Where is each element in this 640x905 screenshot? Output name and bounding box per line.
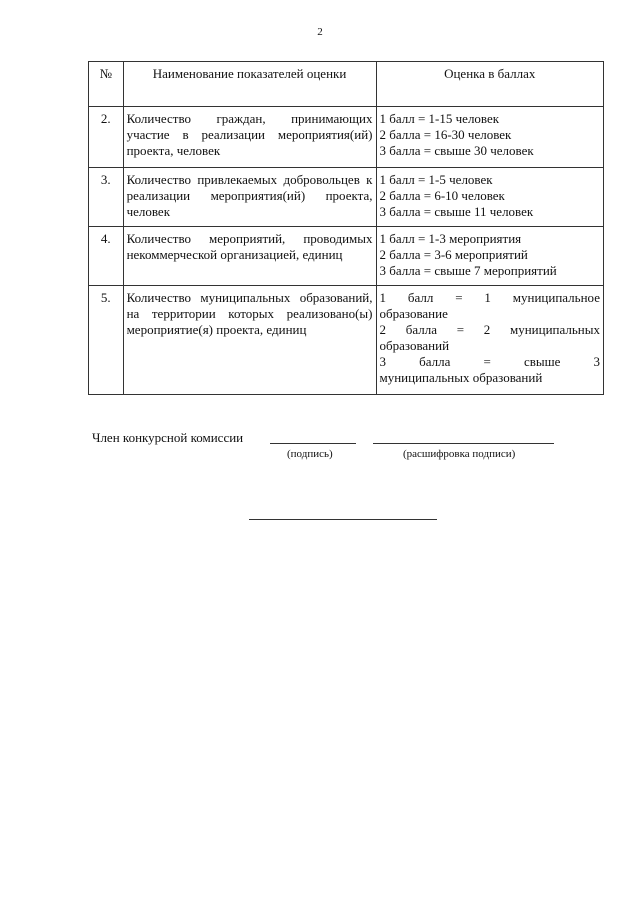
- row-number: 2.: [89, 107, 124, 168]
- score-line: образований: [379, 338, 450, 353]
- indicator-name: Количество мероприятий, проводимых некоммерческой организацией, единиц: [123, 227, 376, 286]
- header-indicator-name: Наименование показателей оценки: [123, 62, 376, 107]
- score-line: 2 балла = 2 муниципальных: [379, 322, 600, 337]
- row-number: 3.: [89, 168, 124, 227]
- score-line: 2 балла = 3-6 мероприятий: [379, 247, 528, 262]
- signature-block: [92, 430, 243, 446]
- score-line: 1 балл = 1-5 человек: [379, 172, 493, 187]
- score-line: образование: [379, 306, 448, 321]
- score-line: 1 балл = 1-3 мероприятия: [379, 231, 522, 246]
- signature-transcript-blank-line: [373, 443, 554, 444]
- evaluation-criteria-table: [88, 61, 604, 395]
- score-line: муниципальных образований: [379, 370, 543, 385]
- score-cell: [376, 286, 604, 395]
- row-number: 4.: [89, 227, 124, 286]
- indicator-name: Количество привлекаемых добровольцев к реализации мероприятия(ий) проекта, человек: [123, 168, 376, 227]
- score-line: 3 балла = свыше 30 человек: [379, 143, 534, 158]
- table-row: [89, 107, 604, 168]
- score-cell: [376, 107, 604, 168]
- score-line: 3 балла = свыше 7 мероприятий: [379, 263, 557, 278]
- signature-caption: (подпись): [287, 448, 333, 460]
- score-line: 1 балл = 1 муниципальное: [379, 290, 600, 305]
- score-cell: [376, 227, 604, 286]
- bottom-separator-line: [249, 519, 437, 520]
- header-number: №: [89, 62, 124, 107]
- score-line: 1 балл = 1-15 человек: [379, 111, 500, 126]
- signature-transcript-caption: (расшифровка подписи): [403, 448, 516, 460]
- score-line: 2 балла = 16-30 человек: [379, 127, 512, 142]
- indicator-name: Количество граждан, принимающих участие в реализации мероприятия(ий) проекта, человек: [123, 107, 376, 168]
- table-row: [89, 168, 604, 227]
- score-line: 2 балла = 6-10 человек: [379, 188, 505, 203]
- commission-member-label: Член конкурсной комиссии: [92, 430, 244, 445]
- indicator-name: Количество муниципальных образований, на территории которых реализовано(ы) мероприятие(я) проекта, единиц: [123, 286, 376, 395]
- header-score: Оценка в баллах: [376, 62, 604, 107]
- table-header-row: [89, 62, 604, 107]
- score-line: 3 балла = свыше 3: [379, 354, 600, 369]
- table-row: [89, 286, 604, 395]
- score-line: 3 балла = свыше 11 человек: [379, 204, 534, 219]
- page-number: 2: [317, 26, 323, 38]
- row-number: 5.: [89, 286, 124, 395]
- signature-blank-line: [270, 443, 356, 444]
- score-cell: [376, 168, 604, 227]
- table-row: [89, 227, 604, 286]
